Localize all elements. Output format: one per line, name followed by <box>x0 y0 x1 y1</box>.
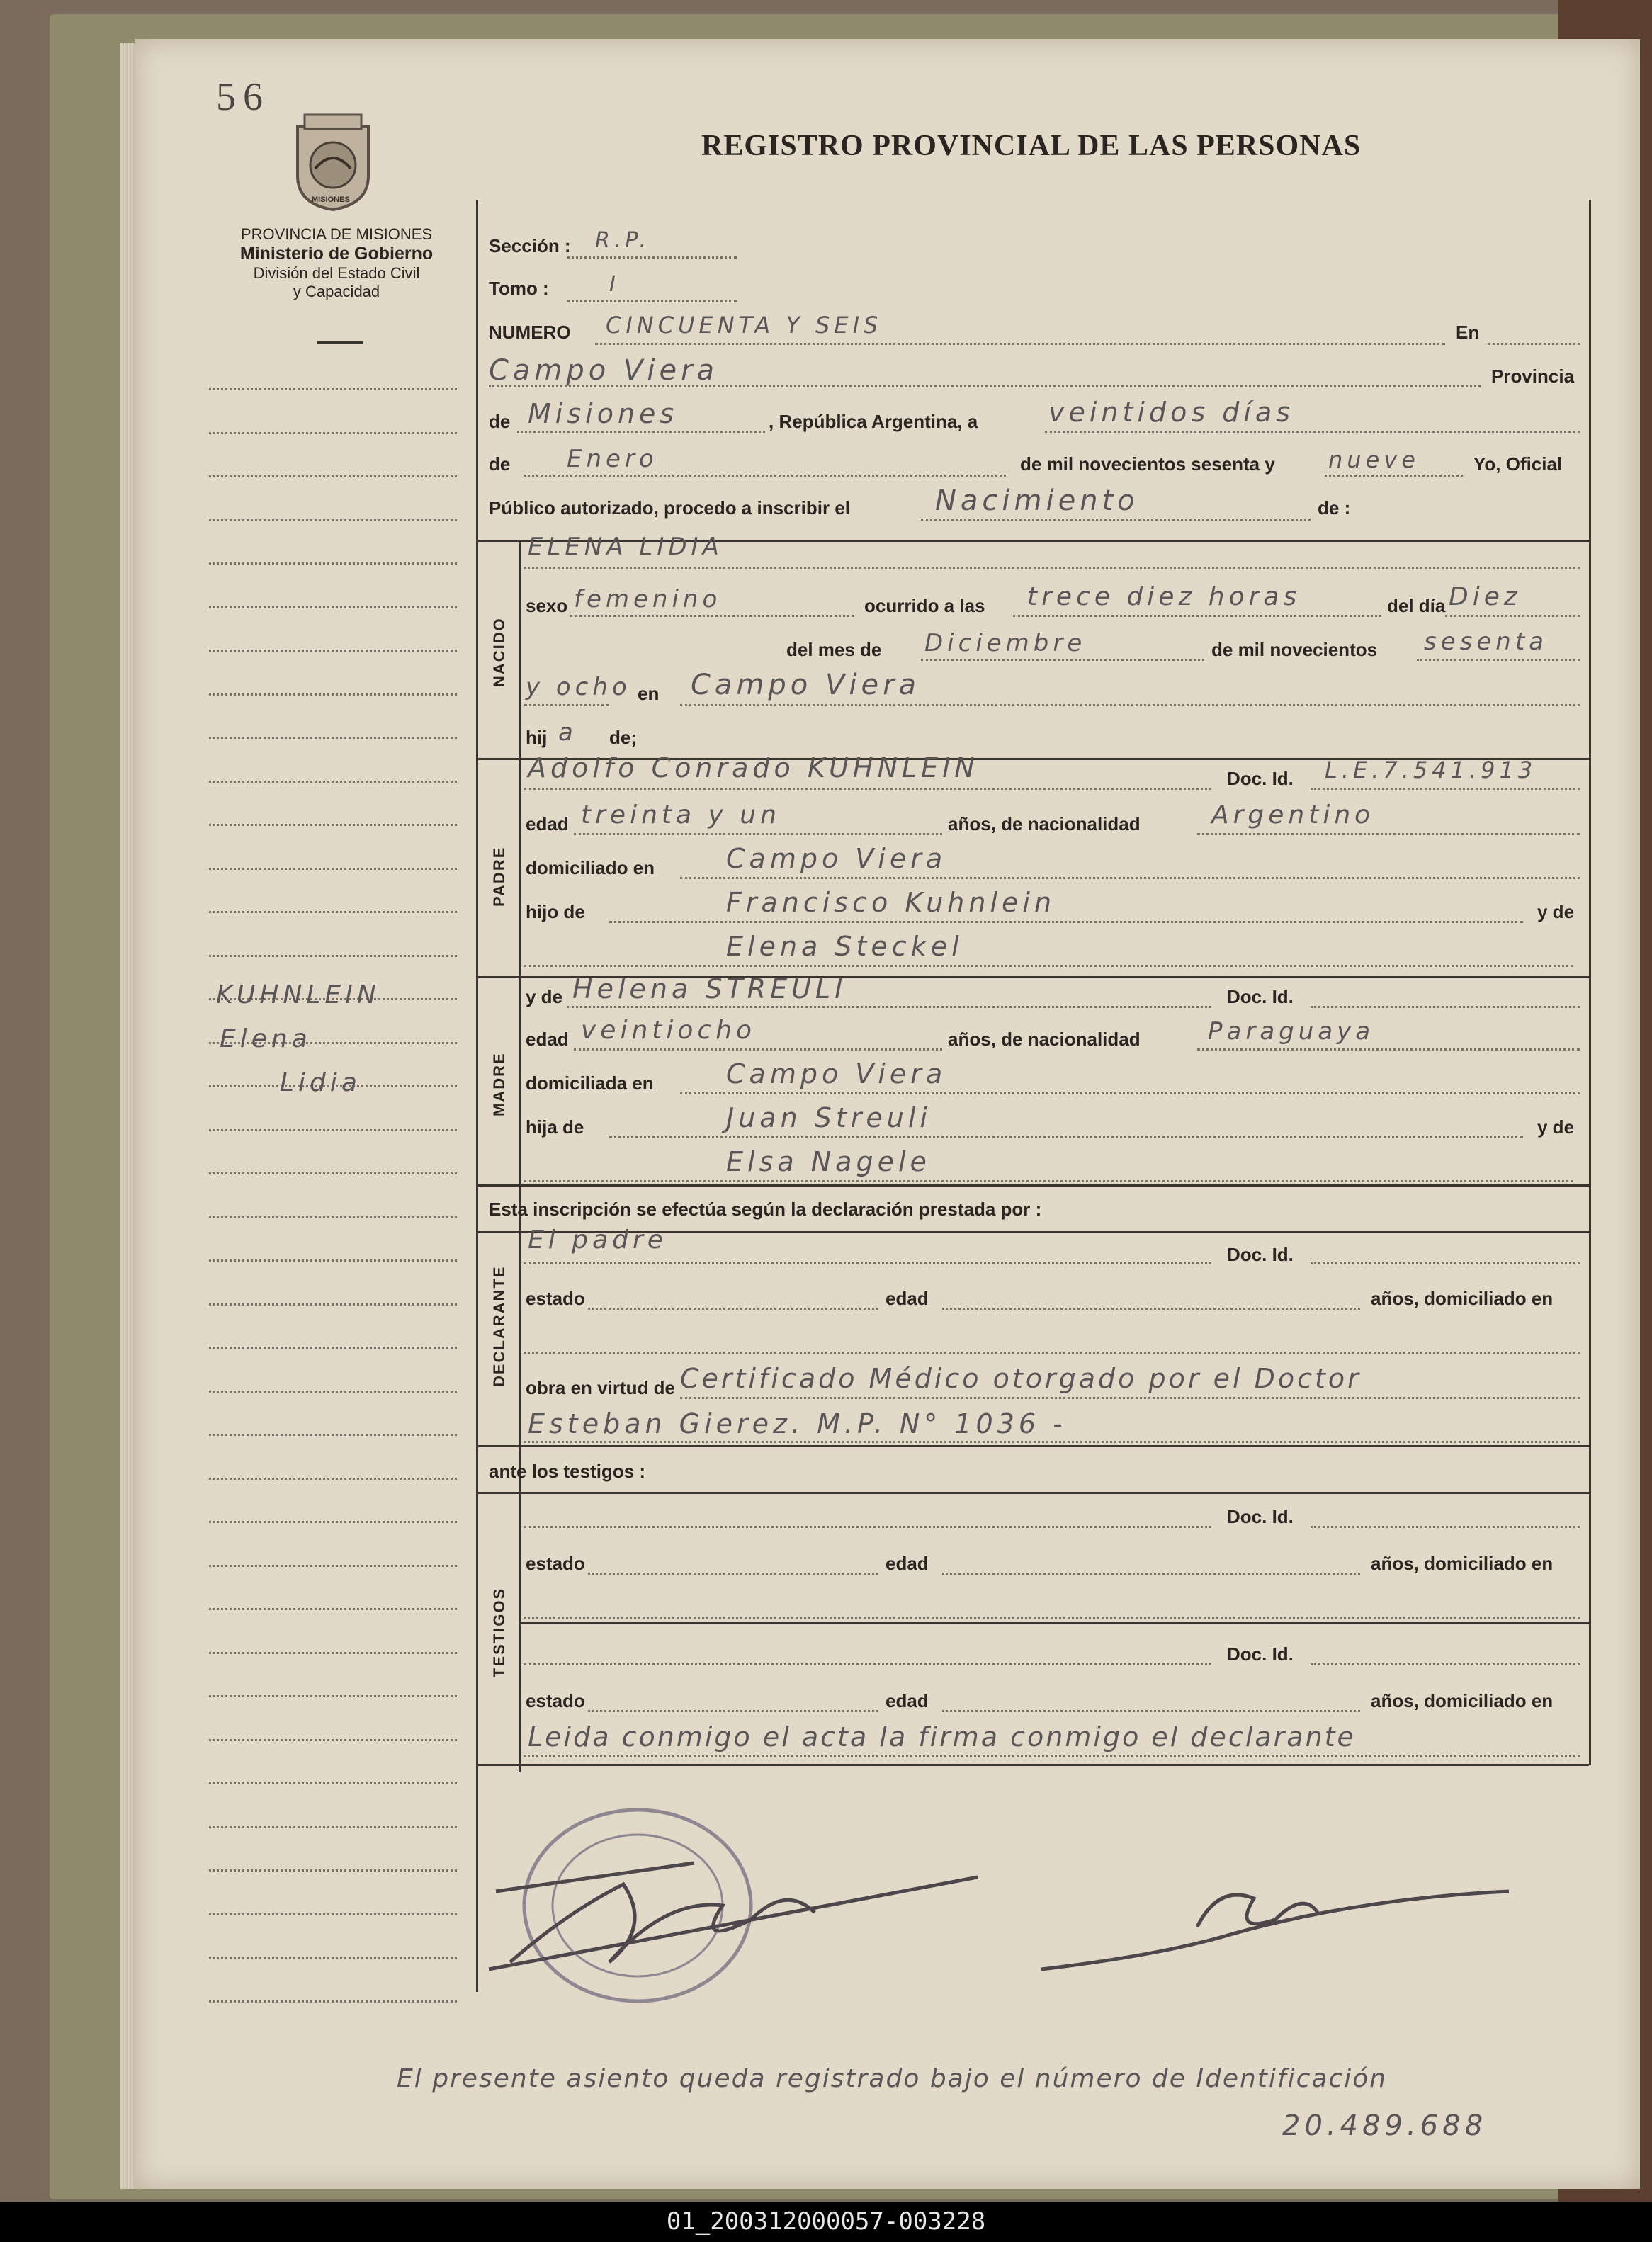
hij-suffix-value: a <box>558 718 577 747</box>
agency-underline <box>317 341 363 344</box>
margin-name-1: Elena <box>220 1024 312 1053</box>
padre-hijo-value-1: Francisco Kuhnlein <box>726 887 1056 918</box>
numero-line <box>595 343 1445 345</box>
madre-hija-line <box>609 1136 1523 1138</box>
margin-ruled-line <box>209 1216 457 1218</box>
fecha-mes-value: Enero <box>567 445 658 473</box>
obra-value-1: Certificado Médico otorgado por el Doctor <box>680 1363 1362 1394</box>
padre-side-label: PADRE <box>490 846 508 907</box>
padre-doc-label: Doc. Id. <box>1227 768 1294 789</box>
lugar-line <box>489 385 1481 387</box>
nacido-side-label: NACIDO <box>490 617 508 687</box>
tomo-value: I <box>609 272 620 297</box>
testigo1-edad-label: edad <box>886 1553 929 1574</box>
margin-ruled-line <box>209 781 457 783</box>
declarante-line <box>524 1262 1211 1264</box>
margin-ruled-line <box>209 737 457 739</box>
officer-signature-icon <box>482 1856 992 1983</box>
agency-capacity: y Capacidad <box>293 283 380 300</box>
declarante-bottom-line <box>476 1445 1589 1447</box>
nombre-line <box>524 567 1580 569</box>
margin-ruled-line <box>209 1652 457 1654</box>
publico-label: Público autorizado, procedo a inscribir el <box>489 497 850 519</box>
inner-left-line <box>519 540 521 1772</box>
padre-edad-value: treinta y un <box>581 800 781 830</box>
padre-nac-line <box>1197 833 1580 835</box>
fecha-mes-line <box>524 475 1006 477</box>
testigo1-name-line <box>524 1526 1211 1528</box>
padre-nombre-value: Adolfo Conrado KUHNLEIN <box>528 752 979 783</box>
testigo2-estado-line <box>588 1710 878 1712</box>
madre-hija-label: hija de <box>526 1116 584 1138</box>
declarant-signature-icon <box>1020 1870 1516 1983</box>
testigo1-doc-label: Doc. Id. <box>1227 1506 1294 1527</box>
sexo-line <box>570 615 854 617</box>
margin-ruled-line <box>209 911 457 913</box>
bottom-note: El presente asiento queda registrado bajo el número de Identificación <box>397 2064 1388 2093</box>
madre-bottom-line <box>476 1184 1589 1187</box>
margin-ruled-line <box>209 1478 457 1480</box>
seccion-line <box>567 256 737 259</box>
margin-ruled-line <box>209 868 457 870</box>
obra-line-2 <box>524 1441 1580 1443</box>
margin-ruled-line <box>209 1957 457 1959</box>
margin-ruled-line <box>209 1782 457 1784</box>
acto-line <box>921 519 1311 521</box>
testigos-mid-line <box>519 1622 1589 1624</box>
madre-dom-line <box>680 1092 1580 1094</box>
margin-ruled-line <box>209 606 457 608</box>
del-mes-label: del mes de <box>786 639 882 660</box>
margin-ruled-line <box>209 1739 457 1741</box>
madre-dom-value: Campo Viera <box>726 1058 947 1089</box>
testigo1-estado-line <box>588 1573 878 1575</box>
testigo2-anios-label: años, domiciliado en <box>1371 1690 1554 1711</box>
margin-ruled-line <box>209 388 457 390</box>
mes-value: Diciembre <box>924 629 1087 657</box>
madre-side-label: MADRE <box>490 1052 508 1116</box>
madre-hija-value-2: Elsa Nagele <box>726 1146 931 1177</box>
declarante-doc-label: Doc. Id. <box>1227 1244 1294 1265</box>
madre-nombre-line <box>567 1006 1211 1008</box>
mes-line <box>921 659 1204 661</box>
margin-surname: KUHNLEIN <box>216 980 380 1009</box>
page-title: REGISTRO PROVINCIAL DE LAS PERSONAS <box>701 130 1362 162</box>
page-number: 56 <box>216 75 270 119</box>
testigo1-doc-line <box>1311 1526 1580 1528</box>
madre-dom-label: domiciliada en <box>526 1072 654 1094</box>
obra-label: obra en virtud de <box>526 1377 675 1398</box>
padre-hijo-line <box>609 921 1523 923</box>
mil-sesenta-label: de mil novecientos sesenta y <box>1020 453 1275 475</box>
ante-label: ante los testigos : <box>489 1461 646 1482</box>
lugar-nac-line <box>680 704 1580 706</box>
testigo1-estado-label: estado <box>526 1553 585 1574</box>
provincial-seal-icon <box>290 112 375 211</box>
padre-nombre-line <box>524 788 1211 790</box>
declarante-dom-line <box>524 1352 1580 1354</box>
padre-nac-label: años, de nacionalidad <box>948 813 1141 834</box>
hij-label: hij <box>526 727 548 748</box>
leida-value: Leida conmigo el acta la firma conmigo el declarante <box>528 1721 1356 1753</box>
madre-doc-line <box>1311 1006 1580 1008</box>
republica-label: , República Argentina, a <box>769 411 978 432</box>
margin-ruled-line <box>209 1347 457 1349</box>
anio-value: sesenta <box>1424 628 1548 656</box>
dia-line <box>1445 615 1580 617</box>
testigo2-doc-line <box>1311 1663 1580 1665</box>
padre-hijo-label: hijo de <box>526 901 585 922</box>
testigo1-dom-line <box>524 1617 1580 1619</box>
de2-label: de <box>489 453 511 475</box>
testigo2-estado-label: estado <box>526 1690 585 1711</box>
margin-ruled-line <box>209 1434 457 1436</box>
padre-nac-value: Argentino <box>1211 800 1375 830</box>
declarante-edad-label: edad <box>886 1288 929 1309</box>
margin-ruled-line <box>209 1259 457 1262</box>
declarante-anios-label: años, domiciliado en <box>1371 1288 1554 1309</box>
margin-ruled-line <box>209 693 457 696</box>
fecha-anio-value: nueve <box>1328 446 1420 473</box>
footer-bar <box>0 2202 1652 2242</box>
seal-label: MISIONES <box>312 196 350 204</box>
margin-ruled-line <box>209 824 457 826</box>
obra-value-2: Esteban Gierez. M.P. N° 1036 - <box>528 1408 1067 1439</box>
agency-division: División del Estado Civil <box>253 264 420 282</box>
anio-line <box>1417 659 1580 661</box>
fecha-dia-line <box>1045 431 1580 433</box>
testigo2-edad-label: edad <box>886 1690 929 1711</box>
madre-edad-label: edad <box>526 1029 569 1050</box>
agency-province: PROVINCIA DE MISIONES <box>240 225 433 243</box>
margin-ruled-line <box>209 1172 457 1174</box>
padre-dom-value: Campo Viera <box>726 843 947 874</box>
declarante-doc-line <box>1311 1262 1580 1264</box>
fecha-anio-line <box>1325 475 1463 477</box>
obra-line-1 <box>680 1397 1580 1399</box>
padre-dom-label: domiciliado en <box>526 857 655 878</box>
madre-doc-label: Doc. Id. <box>1227 986 1294 1007</box>
padre-y-de-label: y de <box>1537 901 1575 922</box>
declarante-value: El padre <box>528 1225 667 1255</box>
declarante-estado-line <box>588 1308 878 1310</box>
margin-ruled-line <box>209 1913 457 1915</box>
margin-ruled-line <box>209 475 457 477</box>
margin-name-2: Lidia <box>280 1068 361 1097</box>
padre-doc-line <box>1311 788 1580 790</box>
margin-ruled-line <box>209 562 457 565</box>
margin-ruled-line <box>209 1565 457 1567</box>
provincia-value: Misiones <box>528 398 679 429</box>
agency-block <box>202 225 471 301</box>
declarante-estado-label: estado <box>526 1288 585 1309</box>
agency-ministry: Ministerio de Gobierno <box>239 244 434 264</box>
seccion-value: R.P. <box>595 228 650 253</box>
hora-value: trece diez horas <box>1027 582 1301 611</box>
testigos-top-line <box>476 1492 1589 1494</box>
padre-hijo-value-2: Elena Steckel <box>726 931 963 962</box>
provincia-label: Provincia <box>1491 366 1575 387</box>
anio2-value: y ocho <box>526 673 631 701</box>
footer-id: 01_200312000057-003228 <box>666 2207 986 2236</box>
ocurrido-label: ocurrido a las <box>864 595 985 616</box>
acto-value: Nacimiento <box>935 485 1139 517</box>
testigo2-doc-label: Doc. Id. <box>1227 1643 1294 1665</box>
de-label: de <box>489 411 511 432</box>
madre-nombre-value: Helena STREULI <box>572 973 847 1004</box>
madre-nac-value: Paraguaya <box>1208 1017 1375 1046</box>
padre-doc-value: L.E.7.541.913 <box>1325 757 1537 783</box>
tomo-label: Tomo : <box>489 278 549 299</box>
madre-nac-line <box>1197 1048 1580 1051</box>
seccion-label: Sección : <box>489 235 571 256</box>
lugar-nac-value: Campo Viera <box>691 669 921 701</box>
hora-line <box>1013 615 1381 617</box>
anio2-line <box>524 704 609 706</box>
padre-dom-line <box>680 877 1580 879</box>
testigo2-name-line <box>524 1663 1211 1665</box>
yo-oficial-label: Yo, Oficial <box>1473 453 1563 475</box>
lugar-value: Campo Viera <box>489 354 719 387</box>
en-line <box>1488 343 1580 345</box>
margin-ruled-line <box>209 1391 457 1393</box>
testigos-side-label: TESTIGOS <box>490 1587 508 1677</box>
testigo1-anios-label: años, domiciliado en <box>1371 1553 1554 1574</box>
numero-label: NUMERO <box>489 322 571 343</box>
padre-edad-line <box>574 833 942 835</box>
numero-value: CINCUENTA Y SEIS <box>606 312 883 339</box>
padre-hijo2-line <box>524 965 1573 967</box>
provincia-line <box>517 431 765 433</box>
frame-left-line <box>476 200 478 1992</box>
madre-edad-line <box>574 1048 942 1051</box>
padre-edad-label: edad <box>526 813 569 834</box>
inscripcion-label: Esta inscripción se efectúa según la declaración prestada por : <box>489 1199 1042 1220</box>
declarante-edad-line <box>942 1308 1360 1310</box>
sexo-label: sexo <box>526 595 568 616</box>
en-label: En <box>1456 322 1480 343</box>
testigo2-edad-line <box>942 1710 1360 1712</box>
margin-ruled-line <box>209 650 457 652</box>
testigos-bottom-line <box>476 1764 1589 1766</box>
margin-ruled-line <box>209 1869 457 1872</box>
declarante-side-label: DECLARANTE <box>490 1265 508 1387</box>
testigo1-edad-line <box>942 1573 1360 1575</box>
frame-right-line <box>1589 200 1591 1765</box>
margin-ruled-line <box>209 1129 457 1131</box>
margin-ruled-line <box>209 955 457 957</box>
del-dia-label: del día <box>1387 595 1446 616</box>
en2-label: en <box>638 683 660 704</box>
margin-ruled-line <box>209 1826 457 1828</box>
madre-y-de-label: y de <box>526 986 563 1007</box>
margin-ruled-line <box>209 1303 457 1306</box>
dia-value: Diez <box>1449 582 1522 611</box>
madre-y-de2-label: y de <box>1537 1116 1575 1138</box>
madre-edad-value: veintiocho <box>581 1016 757 1045</box>
margin-ruled-line <box>209 1608 457 1610</box>
margin-ruled-line <box>209 519 457 521</box>
hij-de-label: de; <box>609 727 637 748</box>
nombre-value: ELENA LIDIA <box>528 533 723 561</box>
bottom-number: 20.489.688 <box>1282 2110 1488 2142</box>
madre-hija2-line <box>524 1180 1573 1182</box>
madre-nac-label: años, de nacionalidad <box>948 1029 1141 1050</box>
margin-ruled-line <box>209 432 457 434</box>
mil-nov-label: de mil novecientos <box>1211 639 1378 660</box>
sexo-value: femenino <box>574 585 722 613</box>
margin-ruled-line <box>209 2000 457 2003</box>
tomo-line <box>567 300 737 302</box>
de-colon-label: de : <box>1318 497 1351 519</box>
leida-line <box>524 1755 1580 1757</box>
madre-hija-value-1: Juan Streuli <box>726 1102 932 1133</box>
fecha-dia-value: veintidos días <box>1048 397 1294 428</box>
margin-ruled-line <box>209 1695 457 1697</box>
margin-ruled-line <box>209 1521 457 1523</box>
